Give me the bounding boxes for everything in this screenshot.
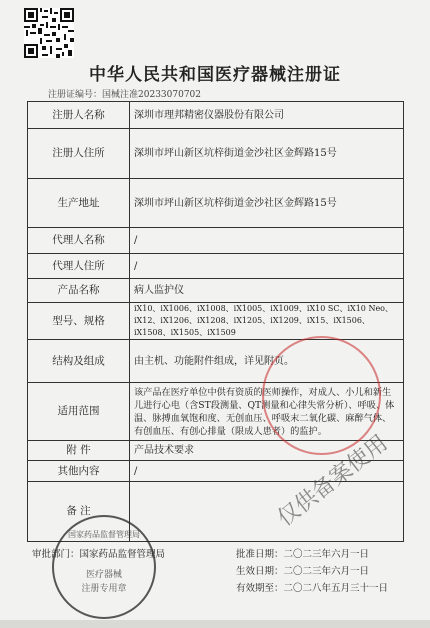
row-label: 适用范围 xyxy=(28,383,130,441)
row-label: 注册人名称 xyxy=(28,102,130,129)
seal-line-2: 注册专用章 xyxy=(81,584,127,594)
row-value: iX10、iX1006、iX1008、iX1005、iX1009、iX10 SC、iX10 Neo、iX12、iX1206、iX1208、iX1205、iX1209、iX15、iX1506、iX1508、iX1505、iX1509 xyxy=(130,303,404,340)
row-value: 深圳市坪山新区坑梓街道金沙社区金辉路15号 xyxy=(130,179,404,228)
table-row xyxy=(28,279,404,303)
approver-name: 国家药品监督管理局 xyxy=(79,549,166,560)
row-value: 深圳市理邦精密仪器股份有限公司 xyxy=(130,102,404,129)
row-value: 由主机、功能附件组成，详见附页。 xyxy=(130,340,404,383)
table-row xyxy=(28,228,404,254)
approval-date: 批准日期：二〇二三年六月一日 xyxy=(236,549,370,560)
row-value xyxy=(130,482,404,542)
row-value: / xyxy=(130,461,404,482)
watermark: 仅供备案使用 xyxy=(273,430,393,532)
row-value: 病人监护仪 xyxy=(130,279,404,303)
row-value: 产品技术要求 xyxy=(130,441,404,461)
page-bottom-edge xyxy=(0,620,430,628)
registration-number xyxy=(48,87,201,100)
table-row xyxy=(28,102,404,129)
row-value: 该产品在医疗单位中供有资质的医师操作，对成人、小儿和新生儿进行心电（含ST段测量、QT测量和心律失常分析）、呼吸、体温、脉搏血氧饱和度、无创血压、呼吸末二氧化碳、麻醉气体、有创血压、有创心排量（限成人患者）的监护。 xyxy=(130,383,404,441)
approver-label: 审批部门： xyxy=(32,549,80,560)
row-label: 其他内容 xyxy=(28,461,130,482)
seal-top-text: 国家药品监督管理局 xyxy=(68,530,140,539)
row-label: 注册人住所 xyxy=(28,129,130,179)
table-row xyxy=(28,129,404,179)
table-row xyxy=(28,254,404,279)
certificate-title: 中华人民共和国医疗器械注册证 xyxy=(89,65,341,85)
seal-line-1: 医疗器械 xyxy=(85,570,122,580)
row-value: / xyxy=(130,254,404,279)
row-label: 结构及组成 xyxy=(28,340,130,383)
row-label: 代理人住所 xyxy=(28,254,130,279)
row-value: 深圳市坪山新区坑梓街道金沙社区金辉路15号 xyxy=(130,129,404,179)
registration-number-label: 注册证编号： xyxy=(48,90,103,100)
expiry-date: 有效期至：二〇二八年五月三十一日 xyxy=(236,583,389,594)
row-label: 产品名称 xyxy=(28,279,130,303)
row-value: / xyxy=(130,228,404,254)
table-row xyxy=(28,303,404,340)
row-label: 备 注 xyxy=(28,482,130,542)
effective-date: 生效日期：二〇二三年六月一日 xyxy=(236,566,370,577)
table-row xyxy=(28,179,404,228)
official-seal xyxy=(52,515,156,619)
approver xyxy=(32,546,165,560)
qr-code xyxy=(24,8,74,58)
row-label: 生产地址 xyxy=(28,179,130,228)
row-label: 附 件 xyxy=(28,441,130,461)
registration-number-value: 国械注准20233070702 xyxy=(102,90,202,100)
row-label: 型号、规格 xyxy=(28,303,130,340)
row-label: 代理人名称 xyxy=(28,228,130,254)
